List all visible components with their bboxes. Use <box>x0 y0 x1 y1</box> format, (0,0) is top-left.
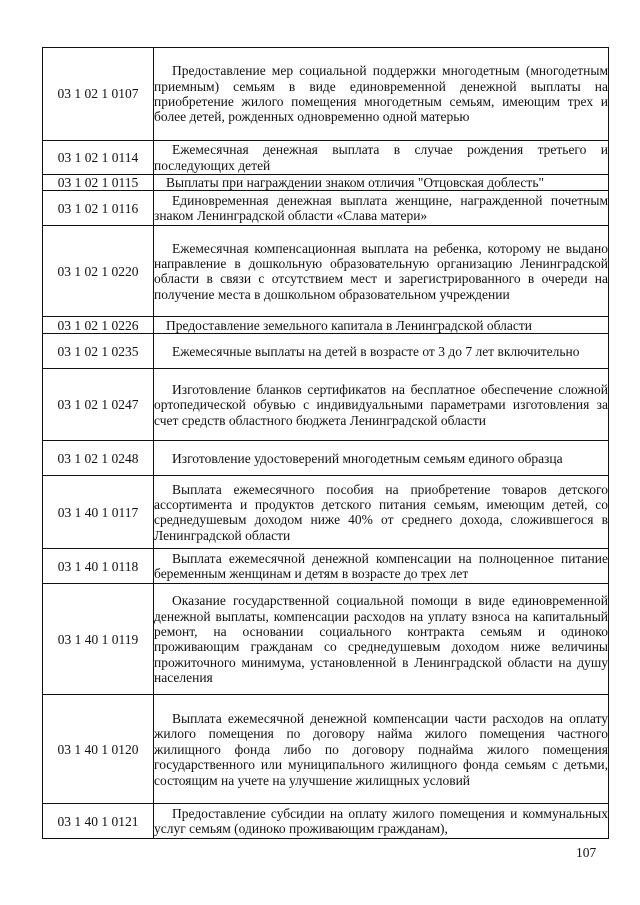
description-cell <box>154 191 609 226</box>
description-text: Выплата ежемесячной денежной компенсации части расходов на оплату жилого помещения по договору найма жилого помещения частного жилищного фонда либо по договору поднайма жилого помещения государственного или муниципального жилищного фонда семьям с детьми, состоящим на учете на улучшение жилищных условий <box>154 710 608 788</box>
table-row <box>43 476 609 549</box>
table-row <box>43 175 609 191</box>
description-cell <box>154 317 609 334</box>
table-row <box>43 317 609 334</box>
description-text: Ежемесячная компенсационная выплата на ребенка, которому не выдано направление в дошкольную образовательную организацию Ленинградской области в связи с отсутствием мест и зарегистрированного в очереди на получение места в дошкольном образовательном учреждении <box>154 240 608 302</box>
code-cell: 03 1 02 1 0220 <box>43 226 154 317</box>
table-row <box>43 804 609 839</box>
description-cell <box>154 334 609 369</box>
code-cell: 03 1 02 1 0115 <box>43 175 154 191</box>
description-cell <box>154 476 609 549</box>
description-text: Выплата ежемесячного пособия на приобретение товаров детского ассортимента и продуктов детского питания семьям, имеющим детей, со среднедушевым доходом ниже 40% от среднего дохода, сложившегося в Ленинградской области <box>154 481 608 543</box>
page-number: 107 <box>576 845 597 860</box>
description-cell <box>154 441 609 476</box>
table-row <box>43 369 609 441</box>
description-cell <box>154 695 609 804</box>
description-text: Предоставление земельного капитала в Ленинградской области <box>166 317 532 333</box>
description-text: Ежемесячная денежная выплата в случае рождения третьего и последующих детей <box>154 142 608 173</box>
code-cell: 03 1 40 1 0121 <box>43 804 154 839</box>
code-cell: 03 1 40 1 0118 <box>43 549 154 584</box>
code-cell: 03 1 02 1 0107 <box>43 48 154 141</box>
description-cell <box>154 48 609 141</box>
table-row <box>43 334 609 369</box>
table-row <box>43 191 609 226</box>
description-cell <box>154 804 609 839</box>
code-cell: 03 1 40 1 0119 <box>43 584 154 695</box>
table-row <box>43 226 609 317</box>
code-cell: 03 1 02 1 0114 <box>43 141 154 175</box>
description-text: Предоставление субсидии на оплату жилого помещения и коммунальных услуг семьям (одиноко проживающим гражданам), <box>154 806 608 837</box>
table-row <box>43 695 609 804</box>
code-cell: 03 1 02 1 0247 <box>43 369 154 441</box>
code-cell: 03 1 02 1 0235 <box>43 334 154 369</box>
description-text: Единовременная денежная выплата женщине, награжденной почетным знаком Ленинградской области «Слава матери» <box>154 193 608 224</box>
code-cell: 03 1 02 1 0226 <box>43 317 154 334</box>
description-text: Изготовление удостоверений многодетным семьям единого образца <box>172 450 563 466</box>
description-cell <box>154 141 609 175</box>
description-text: Ежемесячные выплаты на детей в возрасте от 3 до 7 лет включительно <box>172 343 580 359</box>
table-row <box>43 584 609 695</box>
description-text: Изготовление бланков сертификатов на бесплатное обеспечение сложной ортопедической обувью с индивидуальными параметрами изготовления за счет средств областного бюджета Ленинградской области <box>154 381 608 428</box>
code-cell: 03 1 40 1 0120 <box>43 695 154 804</box>
description-text: Предоставление мер социальной поддержки многодетным (многодетным приемным) семьям в виде единовременной денежной выплаты на приобретение жилого помещения многодетным семьям, имеющим трех и более детей, рожденных одновременно одной матерью <box>154 63 608 125</box>
description-cell <box>154 584 609 695</box>
description-text: Выплаты при награждении знаком отличия "Отцовская доблесть" <box>166 175 544 190</box>
code-cell: 03 1 02 1 0248 <box>43 441 154 476</box>
table-row <box>43 549 609 584</box>
table-row <box>43 48 609 141</box>
table-row <box>43 141 609 175</box>
code-cell: 03 1 02 1 0116 <box>43 191 154 226</box>
description-cell <box>154 549 609 584</box>
description-text: Выплата ежемесячной денежной компенсации на полноценное питание беременным женщинам и детям в возрасте до трех лет <box>154 551 608 582</box>
table-row <box>43 441 609 476</box>
code-cell: 03 1 40 1 0117 <box>43 476 154 549</box>
description-text: Оказание государственной социальной помощи в виде единовременной денежной выплаты, компенсации расходов на уплату взноса на капитальный ремонт, на основании социального контракта семьям и одиноко проживающим гражданам со среднедушевым доходом ниже величины прожиточного минимума, установленной в Ленинградской области на душу населения <box>154 593 608 686</box>
description-cell <box>154 369 609 441</box>
description-cell <box>154 175 609 191</box>
description-cell <box>154 226 609 317</box>
budget-classification-table <box>42 47 609 839</box>
